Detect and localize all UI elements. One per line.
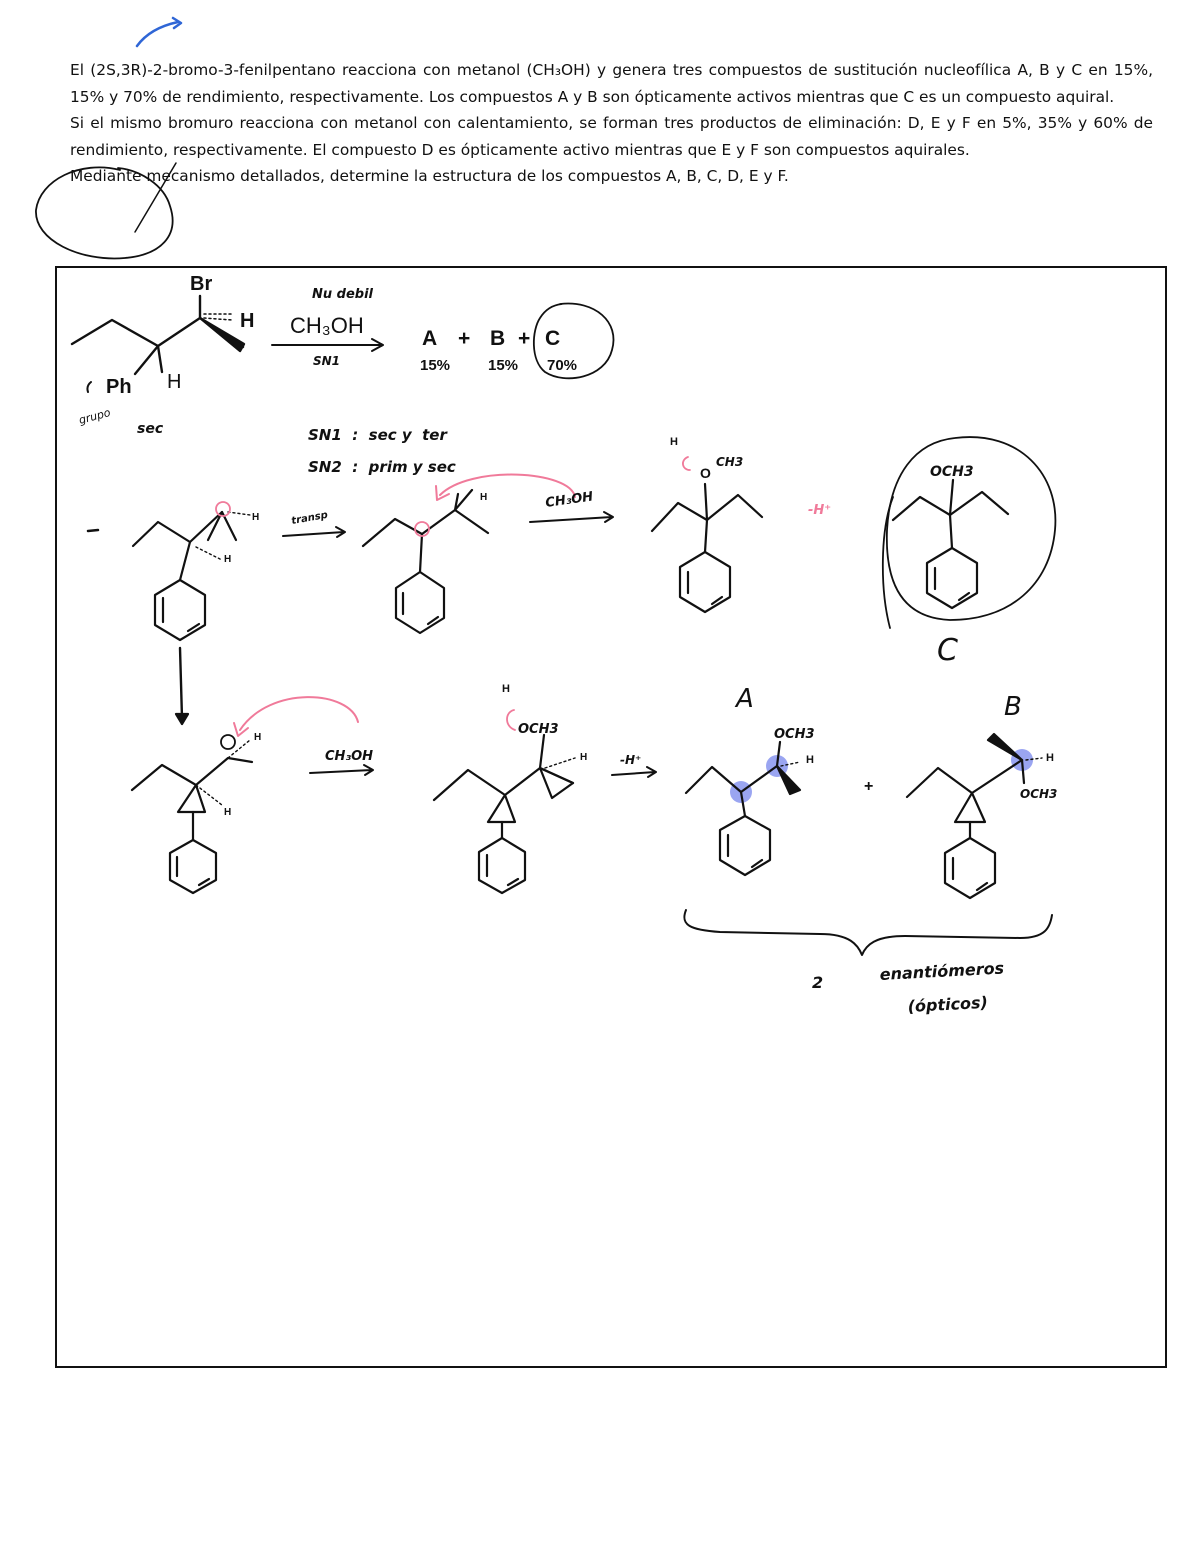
reaction-arrow xyxy=(272,339,383,351)
svg-text:H: H xyxy=(224,807,232,818)
arrow-methanol-2 xyxy=(310,765,373,775)
product-a-structure xyxy=(686,727,815,875)
reagent-note-above: Nu debil xyxy=(312,287,374,302)
label-b: B xyxy=(1004,692,1022,722)
problem-paragraph-3: Mediante mecanismo detallados, determine la estructura de los compuestos A, B, C, D, E y F. xyxy=(70,167,789,185)
circle-mark-yields xyxy=(36,167,173,258)
bullet-dash xyxy=(88,530,98,531)
svg-text:O: O xyxy=(700,465,711,481)
svg-text:H: H xyxy=(254,732,262,743)
problem-paragraph-2: Si el mismo bromuro reacciona con metanol con calentamiento, se forman tres productos de eliminación: D, E y F en 5%, 35% y 60% de rendimiento, respectivamente. El compuesto D es ópticamente activo mientras que E y F son compuestos aquirales. xyxy=(70,114,1153,159)
reagent-note-below: SN1 xyxy=(313,354,341,368)
problem-paragraph-1: El (2S,3R)-2-bromo-3-fenilpentano reacciona con metanol (CH₃OH) y genera tres compuestos de sustitución nucleofílica A, B y C en 15%, 15% y 70% de rendimiento, respectivamente. Los compuestos A y B son ópticamente activos mientras que C es un compuesto aquiral. xyxy=(70,61,1153,106)
arrow-down xyxy=(180,648,182,718)
label-a: A xyxy=(736,684,754,714)
note-sec: sec xyxy=(137,421,164,437)
enantiomers-label: enantiómeros xyxy=(879,958,1005,984)
deprotonation-2: -H⁺ xyxy=(620,753,642,767)
svg-text:OCH3: OCH3 xyxy=(518,722,559,737)
svg-text:H: H xyxy=(580,752,588,763)
svg-text:H: H xyxy=(224,554,232,565)
brace-enantiomers xyxy=(684,910,1052,955)
svg-text:CH3: CH3 xyxy=(716,455,744,469)
oxonium-intermediate xyxy=(652,436,762,612)
carbocation-2 xyxy=(363,490,488,633)
substrate-skeleton xyxy=(72,296,244,392)
product-a: A xyxy=(422,327,438,350)
carbocation-1 xyxy=(133,512,259,640)
rule-sn2: SN2 : prim y sec xyxy=(308,458,456,476)
label-c: C xyxy=(937,633,958,668)
atom-br: Br xyxy=(190,273,213,295)
slash-mark xyxy=(135,163,176,232)
oxonium-charge-2 xyxy=(507,710,515,730)
arrow-deprotonation-2 xyxy=(612,767,656,777)
note-transposition: transp xyxy=(290,509,329,527)
curved-arrow-hydride xyxy=(440,475,575,497)
carbocation-3 xyxy=(132,732,261,893)
enantiomers-type: (ópticos) xyxy=(907,992,989,1016)
reagent-step-2: CH₃OH xyxy=(325,749,374,764)
product-b-structure xyxy=(907,734,1057,898)
reagent: CH₃OH xyxy=(290,313,364,338)
svg-text:H: H xyxy=(806,754,814,766)
product-c: C xyxy=(545,327,561,350)
svg-text:H: H xyxy=(480,492,488,503)
svg-text:H: H xyxy=(670,436,678,448)
svg-text:OCH3: OCH3 xyxy=(930,464,974,480)
arrow-down-head xyxy=(176,714,188,724)
atom-h-wedge: H xyxy=(240,310,255,332)
enantiomers-count: 2 xyxy=(812,973,824,992)
product-b: B xyxy=(490,327,506,350)
yield-b: 15% xyxy=(488,357,519,374)
svg-text:OCH3: OCH3 xyxy=(1020,787,1058,801)
arrow-methanol-1 xyxy=(530,512,613,522)
product-c-structure xyxy=(893,464,1008,608)
carbocation-charge-3 xyxy=(221,735,235,749)
atom-ph: Ph xyxy=(106,376,132,398)
curved-arrow-methanol xyxy=(240,697,358,730)
rule-sn1: SN1 : sec y ter xyxy=(308,426,447,444)
plus-2: + xyxy=(518,327,531,350)
atom-h-lower: H xyxy=(167,371,182,393)
deprotonation-1: -H⁺ xyxy=(808,503,832,518)
svg-text:OCH3: OCH3 xyxy=(774,727,815,742)
yield-a: 15% xyxy=(420,357,451,374)
note-grupo: grupo xyxy=(77,406,112,427)
pen-arc-mark xyxy=(137,22,178,46)
svg-text:H: H xyxy=(1046,752,1054,764)
plus-enantiomers: + xyxy=(864,778,874,795)
oxonium-charge xyxy=(683,457,690,470)
plus-1: + xyxy=(458,327,471,350)
oxonium-intermediate-2 xyxy=(434,683,587,893)
yield-c: 70% xyxy=(547,357,578,374)
svg-text:H: H xyxy=(502,683,510,695)
reagent-step-1: CH₃OH xyxy=(544,489,595,511)
arrow-transposition xyxy=(283,527,345,537)
svg-text:H: H xyxy=(252,512,260,523)
